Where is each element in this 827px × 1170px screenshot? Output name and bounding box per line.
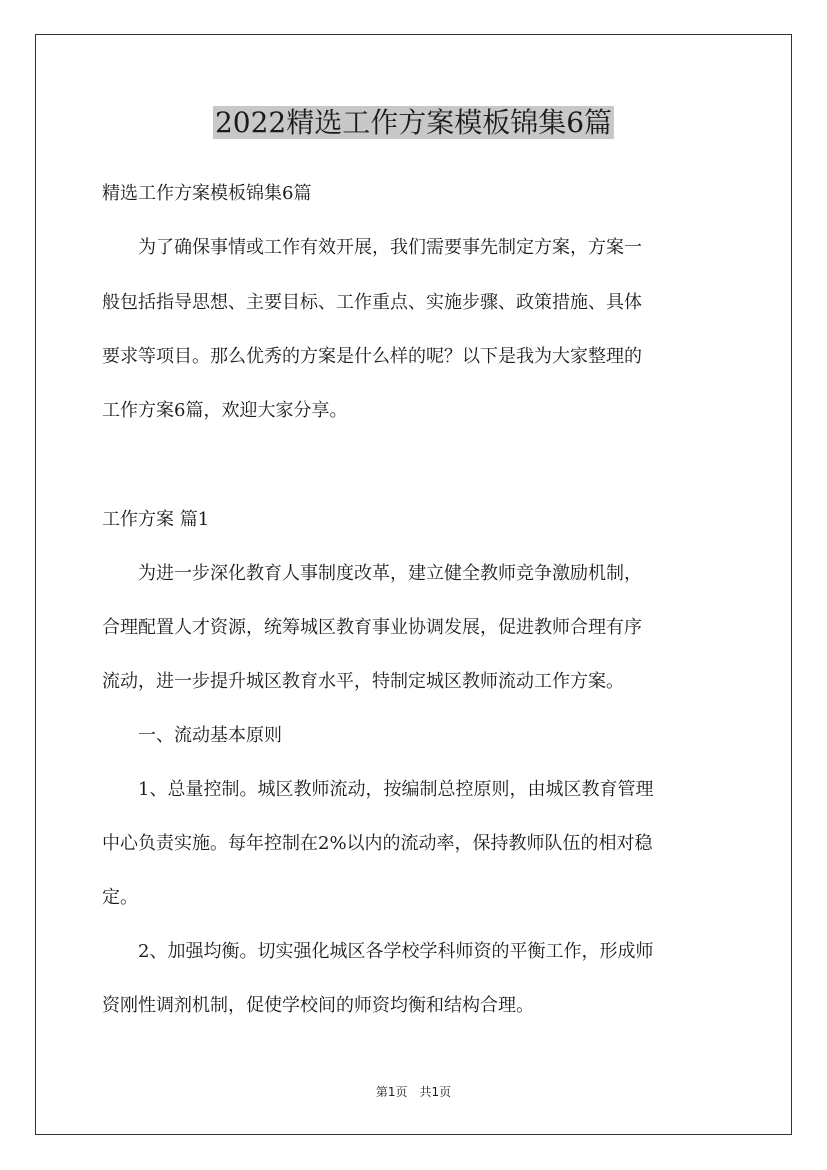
- section-line: 2、加强均衡。切实强化城区各学校学科师资的平衡工作，形成师: [102, 941, 654, 962]
- intro-line: 般包括指导思想、主要目标、工作重点、实施步骤、政策措施、具体: [102, 292, 642, 313]
- section-line: 中心负责实施。每年控制在2%以内的流动率，保持教师队伍的相对稳: [102, 833, 653, 854]
- section-line: 一、流动基本原则: [102, 725, 282, 746]
- section-line: 流动，进一步提升城区教育水平，特制定城区教师流动工作方案。: [102, 671, 624, 692]
- intro-line: 要求等项目。那么优秀的方案是什么样的呢？以下是我为大家整理的: [102, 346, 642, 367]
- section-line: 定。: [102, 887, 138, 908]
- section-line: 1、总量控制。城区教师流动，按编制总控原则，由城区教育管理: [102, 779, 654, 800]
- section-line: 资刚性调剂机制，促使学校间的师资均衡和结构合理。: [102, 995, 534, 1016]
- document-title-text: 2022精选工作方案模板锦集6篇: [214, 106, 613, 139]
- intro-line: 工作方案6篇，欢迎大家分享。: [102, 400, 348, 421]
- document-subtitle: 精选工作方案模板锦集6篇: [102, 183, 312, 204]
- section-line: 合理配置人才资源，统筹城区教育事业协调发展，促进教师合理有序: [102, 617, 642, 638]
- intro-line: 为了确保事情或工作有效开展，我们需要事先制定方案，方案一: [102, 237, 642, 258]
- document-title: [0, 102, 827, 144]
- section-heading: 工作方案 篇1: [102, 509, 210, 530]
- section-line: 为进一步深化教育人事制度改革，建立健全教师竞争激励机制，: [102, 563, 642, 584]
- page-number-footer: 第1页 共1页: [375, 1085, 452, 1099]
